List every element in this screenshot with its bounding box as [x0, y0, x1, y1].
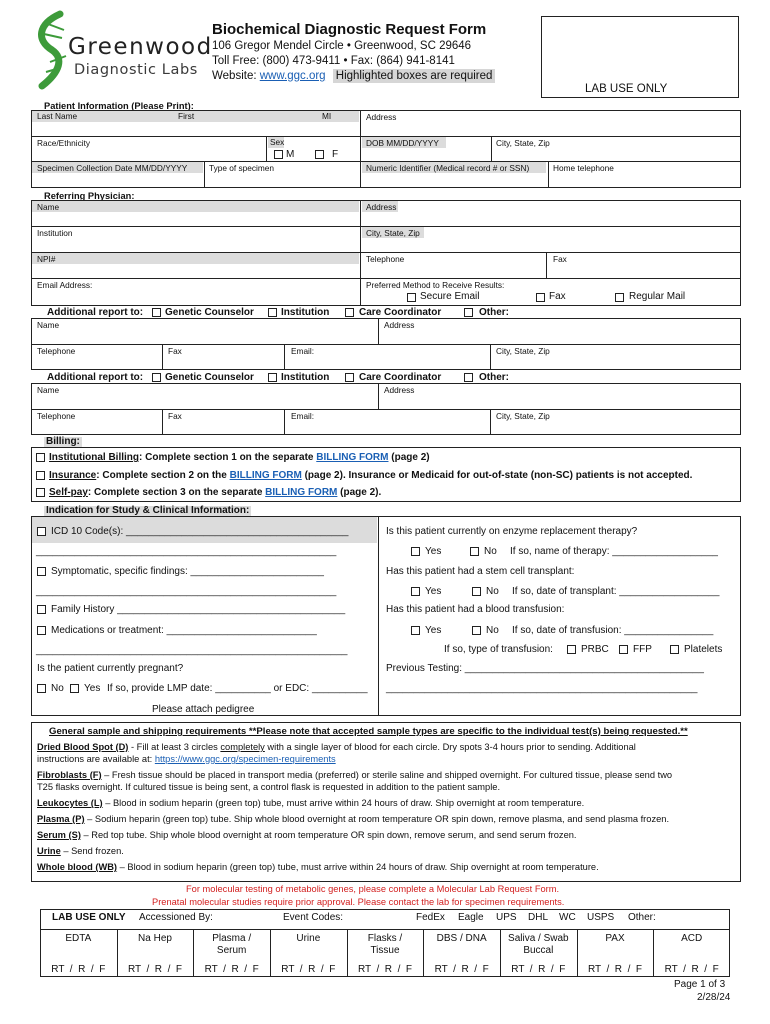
- family-history-checkbox[interactable]: [37, 605, 46, 614]
- ert-no-label: No: [484, 546, 497, 557]
- sex-f-checkbox[interactable]: [315, 150, 324, 159]
- city-label: City, State, Zip: [496, 138, 550, 148]
- secure-email-label: Secure Email: [420, 291, 480, 302]
- previous-testing-line[interactable]: ________________________________________________________: [386, 683, 698, 694]
- institutional-billing-checkbox[interactable]: [36, 453, 45, 462]
- sex-label: Sex: [270, 137, 285, 147]
- physician-phone-label: Telephone: [366, 254, 405, 264]
- molecular-note: For molecular testing of metabolic genes, please complete a Molecular Lab Request Form.: [186, 884, 560, 894]
- serum-text: Serum (S) – Red top tube. Ship whole blood overnight at room temperature OR spin down, remove serum, and send serum frozen.: [37, 830, 577, 840]
- preferred-label: Preferred Method to Receive Results:: [366, 280, 505, 290]
- prbc-checkbox[interactable]: [567, 645, 576, 654]
- icd-label: ICD 10 Code(s): ________________________________________: [51, 526, 349, 537]
- lab-col-6: Saliva / Swab Buccal: [508, 933, 569, 956]
- ert-no-checkbox[interactable]: [470, 547, 479, 556]
- carrier-4[interactable]: WC: [559, 912, 576, 923]
- institution-checkbox-1[interactable]: [268, 308, 277, 317]
- add1-address-label: Address: [384, 320, 415, 330]
- add2-phone-label: Telephone: [37, 411, 76, 421]
- other-label-2: Other:: [479, 372, 509, 383]
- carrier-6[interactable]: Other:: [628, 912, 656, 923]
- secure-email-checkbox[interactable]: [407, 293, 416, 302]
- self-pay-checkbox[interactable]: [36, 488, 45, 497]
- email-label: Email Address:: [37, 280, 93, 290]
- add1-fax-label: Fax: [168, 346, 182, 356]
- ert-question: Is this patient currently on enzyme replacement therapy?: [386, 526, 638, 537]
- page-number: Page 1 of 3: [674, 979, 726, 990]
- insurance-checkbox[interactable]: [36, 471, 45, 480]
- dbs-text-2: instructions are available at: https://www.ggc.org/specimen-requirements: [37, 754, 336, 764]
- pregnant-yes-label: Yes: [84, 683, 101, 694]
- symptomatic-line[interactable]: ______________________________________________________: [36, 586, 337, 597]
- website-link[interactable]: www.ggc.org: [259, 70, 326, 82]
- blood-yes-label: Yes: [425, 625, 442, 636]
- logo-line1: Greenwood: [68, 34, 213, 60]
- gc-label-1: Genetic Counselor: [165, 307, 254, 318]
- leukocytes-text: Leukocytes (L) – Blood in sodium heparin (green top) tube, must arrive within 24 hours of draw. Ship overnight at room temperature.: [37, 798, 585, 808]
- lab-temp-3[interactable]: RT / R / F: [281, 964, 336, 975]
- cc-checkbox-1[interactable]: [345, 308, 354, 317]
- npi-label: NPI#: [37, 254, 56, 264]
- platelets-label: Platelets: [684, 644, 723, 655]
- stem-no-checkbox[interactable]: [472, 587, 481, 596]
- fibroblasts-text-2: T25 flasks overnight. If cultured tissue is being sent, a control flask is requested in addition to the patient sample.: [37, 782, 501, 792]
- specimen-type-label: Type of specimen: [209, 163, 275, 173]
- add1-phone-label: Telephone: [37, 346, 76, 356]
- transfusion-date-label: If so, date of transfusion: ________________: [512, 625, 714, 636]
- collection-date-label: Specimen Collection Date MM/DD/YYYY: [37, 163, 188, 173]
- institution-label: Institution: [37, 228, 73, 238]
- lab-temp-4[interactable]: RT / R / F: [357, 964, 413, 975]
- cc-label-2: Care Coordinator: [359, 372, 442, 383]
- billing-form-link-2[interactable]: BILLING FORM: [229, 470, 302, 481]
- sex-m-label: M: [286, 149, 295, 160]
- institution-label-1: Institution: [281, 307, 330, 318]
- lab-col-5: DBS / DNA: [436, 933, 487, 944]
- lab-use-label: LAB USE ONLY: [585, 83, 668, 95]
- home-phone-label: Home telephone: [553, 163, 614, 173]
- ert-yes-checkbox[interactable]: [411, 547, 420, 556]
- billing-section-title: Billing:: [46, 436, 80, 447]
- transfusion-type-label: If so, type of transfusion:: [444, 644, 553, 655]
- add2-address-label: Address: [384, 385, 415, 395]
- lab-temp-0[interactable]: RT / R / F: [51, 964, 106, 975]
- mi-label: MI: [322, 111, 332, 121]
- lab-col-2: Plasma / Serum: [212, 933, 252, 956]
- sex-f-label: F: [332, 149, 339, 160]
- ffp-label: FFP: [633, 644, 652, 655]
- physician-address-label: Address: [366, 202, 397, 212]
- lab-temp-5[interactable]: RT / R / F: [434, 964, 489, 975]
- institution-label-2: Institution: [281, 372, 330, 383]
- self-pay-text: Self-pay: Complete section 3 on the separate BILLING FORM (page 2).: [49, 487, 382, 498]
- sex-m-checkbox[interactable]: [274, 150, 283, 159]
- additional-report-label-1: Additional report to:: [47, 307, 144, 318]
- blood-question: Has this patient had a blood transfusion:: [386, 604, 565, 615]
- pregnant-no-checkbox[interactable]: [37, 684, 46, 693]
- medications-label: Medications or treatment: ___________________________: [51, 625, 317, 636]
- fax-option-label: Fax: [549, 291, 566, 302]
- medications-checkbox[interactable]: [37, 626, 46, 635]
- pregnant-yes-checkbox[interactable]: [70, 684, 79, 693]
- icd-line[interactable]: ______________________________________________________: [36, 546, 337, 557]
- stem-no-label: No: [486, 586, 499, 597]
- logo-line2: Diagnostic Labs: [74, 62, 198, 78]
- event-codes-label: Event Codes:: [283, 912, 344, 923]
- lab-col-8: ACD: [681, 933, 703, 944]
- physician-fax-label: Fax: [553, 254, 567, 264]
- address-label: Address: [366, 112, 397, 122]
- ffp-checkbox[interactable]: [619, 645, 628, 654]
- ert-yes-label: Yes: [425, 546, 442, 557]
- add1-name-label: Name: [37, 320, 60, 330]
- dbs-text: Dried Blood Spot (D) - Fill at least 3 circles completely with a single layer of blood for each circle. Dry spots 3-4 hours prior to sending. Additional: [37, 742, 636, 752]
- lab-use-table-title: LAB USE ONLY: [52, 912, 126, 923]
- patient-section-title: Patient Information (Please Print):: [44, 101, 194, 111]
- fibroblasts-text: Fibroblasts (F) – Fresh tissue should be placed in transport media (preferred) or sterile saline and shipped overnight. For cultured tissue, please send two: [37, 770, 673, 780]
- lab-col-4: Flasks / Tissue: [367, 933, 403, 956]
- lmp-label: If so, provide LMP date: __________ or EDC: __________: [107, 683, 368, 694]
- website-label: Website:: [212, 70, 257, 82]
- first-name-label: First: [178, 111, 195, 121]
- prenatal-note: Prenatal molecular studies require prior approval. Please contact the lab for specimen requirements.: [152, 897, 565, 907]
- gc-checkbox-2[interactable]: [152, 373, 161, 382]
- gc-checkbox-1[interactable]: [152, 308, 161, 317]
- platelets-checkbox[interactable]: [670, 645, 679, 654]
- revision-date: 2/28/24: [697, 992, 731, 1003]
- regular-mail-label: Regular Mail: [629, 291, 686, 302]
- add2-name-label: Name: [37, 385, 60, 395]
- family-history-label: Family History _________________________________________: [51, 604, 346, 615]
- indication-section-title: Indication for Study & Clinical Information:: [46, 505, 250, 516]
- add2-email-label: Email:: [291, 411, 315, 421]
- last-name-label: Last Name: [37, 111, 78, 121]
- other-checkbox-2[interactable]: [464, 373, 473, 382]
- physician-city-label: City, State, Zip: [366, 228, 420, 238]
- specimen-requirements-link[interactable]: https://www.ggc.org/specimen-requirements: [154, 754, 336, 764]
- dob-label: DOB MM/DD/YYYY: [366, 138, 439, 148]
- icd-checkbox[interactable]: [37, 527, 46, 536]
- physician-name-label: Name: [37, 202, 60, 212]
- prbc-label: PRBC: [581, 644, 609, 655]
- billing-form-link-1[interactable]: BILLING FORM: [316, 452, 389, 463]
- blood-yes-checkbox[interactable]: [411, 626, 420, 635]
- lab-temp-1[interactable]: RT / R / F: [127, 964, 183, 975]
- previous-testing-label[interactable]: Previous Testing: ___________________________________________: [386, 663, 704, 674]
- logo: [30, 10, 213, 90]
- blood-no-checkbox[interactable]: [472, 626, 481, 635]
- lab-col-3: Urine: [296, 933, 321, 944]
- medications-line[interactable]: ________________________________________________________: [36, 645, 348, 656]
- other-checkbox-1[interactable]: [464, 308, 473, 317]
- therapy-label: If so, name of therapy: ___________________: [510, 546, 718, 557]
- form-title: Biochemical Diagnostic Request Form: [212, 21, 487, 38]
- blood-no-label: No: [486, 625, 499, 636]
- lab-col-0: EDTA: [65, 933, 92, 944]
- institutional-billing-text: Institutional Billing: Complete section 1 on the separate BILLING FORM (page 2): [49, 452, 430, 463]
- add2-fax-label: Fax: [168, 411, 182, 421]
- urine-text: Urine – Send frozen.: [37, 846, 124, 856]
- pedigree-note: Please attach pedigree: [152, 704, 255, 715]
- carrier-5[interactable]: USPS: [587, 912, 615, 923]
- highlight-note: Highlighted boxes are required: [333, 69, 496, 83]
- transplant-date-label: If so, date of transplant: __________________: [512, 586, 720, 597]
- insurance-text: Insurance: Complete section 2 on the BILLING FORM (page 2). Insurance or Medicaid for out-of-state (non-SC) patients is not accepted.: [49, 470, 693, 481]
- add2-city-label: City, State, Zip: [496, 411, 550, 421]
- lab-temp-2[interactable]: RT / R / F: [204, 964, 259, 975]
- cc-checkbox-2[interactable]: [345, 373, 354, 382]
- plasma-text: Plasma (P) – Sodium heparin (green top) tube. Ship whole blood overnight at room temperature OR spin down, remove plasma, and send plasma frozen.: [37, 814, 670, 824]
- gc-label-2: Genetic Counselor: [165, 372, 254, 383]
- lab-temp-8[interactable]: RT / R / F: [664, 964, 719, 975]
- carrier-0[interactable]: FedEx: [416, 912, 445, 923]
- lab-website: [212, 71, 495, 83]
- physician-section-title: Referring Physician:: [44, 191, 135, 201]
- cc-label-1: Care Coordinator: [359, 307, 442, 318]
- carrier-1[interactable]: Eagle: [458, 912, 484, 923]
- pregnant-question: Is the patient currently pregnant?: [37, 663, 184, 674]
- stem-question: Has this patient had a stem cell transplant:: [386, 566, 575, 577]
- institution-checkbox-2[interactable]: [268, 373, 277, 382]
- add1-city-label: City, State, Zip: [496, 346, 550, 356]
- lab-temp-6[interactable]: RT / R / F: [511, 964, 566, 975]
- lab-temp-7[interactable]: RT / R / F: [587, 964, 643, 975]
- whole-blood-text: Whole blood (WB) – Blood in sodium heparin (green top) tube, must arrive within 24 hours of draw. Ship overnight at room temperature.: [37, 862, 599, 872]
- symptomatic-checkbox[interactable]: [37, 567, 46, 576]
- fax-checkbox[interactable]: [536, 293, 545, 302]
- symptomatic-label: Symptomatic, specific findings: ________________________: [51, 566, 324, 577]
- numeric-id-label: Numeric Identifier (Medical record # or SSN): [366, 163, 530, 173]
- regular-mail-checkbox[interactable]: [615, 293, 624, 302]
- additional-report-label-2: Additional report to:: [47, 372, 144, 383]
- carrier-2[interactable]: UPS: [496, 912, 517, 923]
- other-label-1: Other:: [479, 307, 509, 318]
- add1-email-label: Email:: [291, 346, 315, 356]
- stem-yes-label: Yes: [425, 586, 442, 597]
- billing-form-link-3[interactable]: BILLING FORM: [265, 487, 338, 498]
- lab-col-1: Na Hep: [138, 933, 172, 944]
- lab-address: 106 Gregor Mendel Circle • Greenwood, SC 29646: [212, 40, 472, 52]
- race-label: Race/Ethnicity: [37, 138, 91, 148]
- lab-phone: Toll Free: (800) 473-9411 • Fax: (864) 941-8141: [212, 55, 455, 67]
- stem-yes-checkbox[interactable]: [411, 587, 420, 596]
- carrier-3[interactable]: DHL: [528, 912, 549, 923]
- accessioned-label: Accessioned By:: [139, 912, 213, 923]
- lab-col-7: PAX: [605, 933, 625, 944]
- samples-heading: General sample and shipping requirements **Please note that accepted sample types are specific to the individual test(s) being requested.**: [49, 726, 688, 737]
- pregnant-no-label: No: [51, 683, 64, 694]
